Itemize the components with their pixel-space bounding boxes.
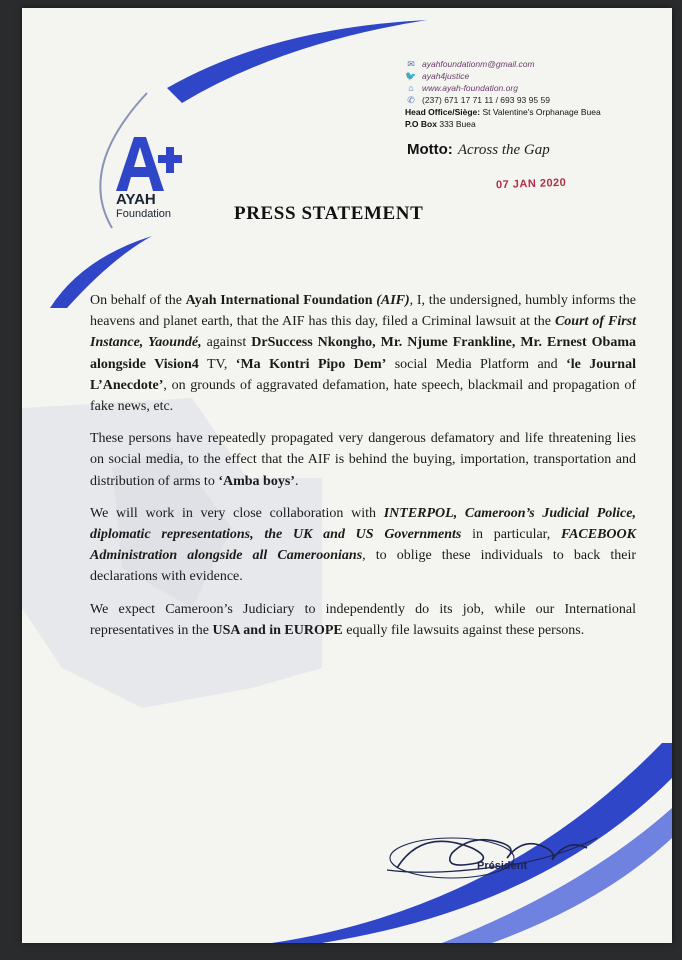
logo-subtitle: Foundation	[116, 208, 172, 220]
paragraph-2: These persons have repeatedly propagated very dangerous defamatory and life threatening lies on social media, to the effect that the AIF is behind the buying, importation, transportation and distribution of arms to ‘Amba boys’.	[90, 431, 636, 489]
envelope-icon: ✉	[407, 58, 415, 69]
aplus-logo-icon	[112, 133, 184, 193]
statement-body	[90, 290, 636, 652]
home-icon: ⌂	[408, 83, 414, 93]
contact-phone: (237) 671 17 71 11 / 693 93 95 59	[422, 95, 550, 105]
top-swoosh	[167, 20, 427, 103]
po-box-value: 333 Buea	[439, 119, 476, 129]
motto-value: Across the Gap	[457, 142, 550, 158]
po-box-row	[405, 118, 665, 130]
contact-website-row	[405, 82, 665, 94]
motto	[407, 141, 550, 159]
contact-block	[405, 58, 665, 130]
paragraph-1: On behalf of the Ayah International Foundation (AIF), I, the undersigned, humbly informs the heavens and planet earth, that the AIF has this day, filed a Criminal lawsuit at the Court of First Instance, Yaoundé, against DrSuccess Nkongho, Mr. Njume Frankline, Mr. Ernest Obama alongside Vision4 TV, ‘Ma Kontri Pipo Dem’ social Media Platform and ‘le Journal L’Anecdote’, on grounds of aggravated defamation, hate speech, blackmail and propagation of fake news, etc.	[90, 293, 636, 415]
paragraph-3: We will work in very close collaboration with INTERPOL, Cameroon’s Judicial Police, diplomatic representations, the UK and US Governments in particular, FACEBOOK Administration alongside all Cameroonians, to oblige these individuals to back their declarations with evidence.	[90, 505, 637, 585]
paragraph-4: We expect Cameroon’s Judiciary to independently do its job, while our International representatives in the USA and in EUROPE equally file lawsuits against these persons.	[90, 601, 636, 638]
signature-icon	[382, 808, 602, 888]
contact-website[interactable]: www.ayah-foundation.org	[422, 83, 518, 93]
signature-title: Président	[477, 860, 528, 872]
twitter-icon: 🐦	[405, 70, 417, 81]
phone-icon: ✆	[407, 94, 415, 105]
contact-phone-row	[405, 94, 665, 106]
contact-email[interactable]: ayahfoundationm@gmail.com	[422, 59, 535, 69]
page-title: PRESS STATEMENT	[234, 203, 424, 224]
head-office-value: St Valentine's Orphanage Buea	[482, 107, 601, 117]
motto-label: Motto:	[407, 141, 453, 158]
logo-name: AYAH	[116, 191, 156, 208]
head-office-label: Head Office/Siège:	[405, 107, 481, 117]
contact-email-row	[405, 58, 665, 70]
letterhead-page	[22, 8, 672, 943]
po-box-label: P.O Box	[405, 119, 437, 129]
date-stamp: 07 JAN 2020	[495, 176, 567, 192]
head-office-row	[405, 106, 665, 118]
contact-twitter[interactable]: ayah4justice	[422, 71, 470, 81]
contact-twitter-row	[405, 70, 665, 82]
